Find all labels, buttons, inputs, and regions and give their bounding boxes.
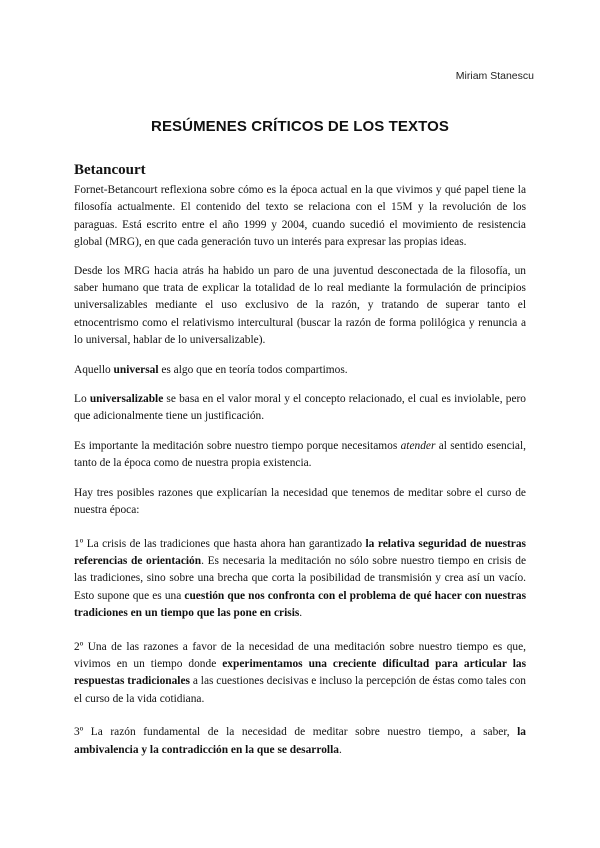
paragraph-4-text-c: se basa en el valor moral y el concepto relacionado, el cual es inviolable, pero que adicionalmente tiene un justificación. <box>74 393 526 423</box>
paragraph-3-text-c: es algo que en teoría todos compartimos. <box>158 363 348 376</box>
paragraph-6: Hay tres posibles razones que explicarían la necesidad que tenemos de meditar sobre el curso de nuestra época: <box>74 486 526 517</box>
paragraph-7-text-e: . <box>299 607 303 620</box>
paragraph-9-text-a: 3º La razón fundamental de la necesidad de meditar sobre nuestro tiempo, a saber, <box>74 726 518 739</box>
page-title: RESÚMENES CRÍTICOS DE LOS TEXTOS <box>151 118 449 135</box>
paragraph-4-text-a: Lo <box>74 393 90 406</box>
paragraph-3-text-a: Aquello <box>74 363 114 376</box>
paragraph-7-bold-2: cuestión que nos confronta con el problema de qué hacer con nuestras tradiciones en un tiempo que las pone en crisis <box>74 589 527 620</box>
paragraph-8-text-a: 2º Una de las razones a favor de la necesidad de una meditación sobre nuestro tiempo es que, vivimos en un tiempo donde <box>74 640 526 670</box>
section-heading: Betancourt <box>74 162 146 178</box>
paragraph-4 <box>74 391 526 426</box>
term-atender: atender <box>400 439 436 452</box>
paragraph-5-text-a: Es importante la meditación sobre nuestro tiempo porque necesitamos <box>74 439 401 452</box>
paragraph-1: Fornet-Betancourt reflexiona sobre cómo es la época actual en la que vivimos y qué papel tiene la filosofía actualmente. El contenido del texto se relaciona con el 15M y la revolución de los paraguas. Está escrito entre el año 1999 y 2004, cuando sucedió el movimiento de resistencia global (MRG), en que cada generación tuvo un interés para expresar las propias ideas. <box>74 184 526 249</box>
paragraph-9-text-c: . <box>338 743 342 756</box>
paragraph-5-text-c: al sentido esencial, tanto de la época como de nuestra propia existencia. <box>74 439 526 470</box>
paragraph-8-text-c: a las cuestiones decisivas e incluso la percepción de éstas como tales con el curso de la vida cotidiana. <box>74 675 526 705</box>
paragraph-7-bold-1: la relativa seguridad de nuestras referencias de orientación <box>74 537 526 567</box>
paragraph-2: Desde los MRG hacia atrás ha habido un paro de una juventud desconectada de la filosofía, un saber humano que trata de explicar la totalidad de lo real mediante la formulación de principios universalizables mediante el uso exclusivo de la razón, y tratando de superar tanto el etnocentrismo como el relativismo intercultural (buscar la razón de forma polilógica y renuncia a lo universal, hablar de lo universalizable). <box>74 264 526 347</box>
paragraph-7 <box>74 536 526 623</box>
paragraph-8 <box>74 639 526 709</box>
document-body <box>74 160 526 759</box>
paragraph-9-bold: la ambivalencia y la contradicción en la que se desarrolla <box>74 726 526 756</box>
paragraph-5 <box>74 438 526 473</box>
paragraph-7-text-a: 1º La crisis de las tradiciones que hasta ahora han garantizado <box>74 537 366 550</box>
term-universal: universal <box>113 363 159 376</box>
term-universalizable: universalizable <box>89 393 164 406</box>
author-name: Miriam Stanescu <box>455 70 534 82</box>
paragraph-8-bold: experimentamos una creciente dificultad para articular las respuestas tradicionales <box>74 657 526 688</box>
paragraph-9 <box>74 724 526 759</box>
paragraph-3 <box>74 362 526 379</box>
paragraph-7-text-c: . Es necesaria la meditación no sólo sobre nuestro tiempo en crisis de las tradiciones, sino sobre una brecha que corta la posibilidad de transmisión y crea así un vacío. Esto supone que es una <box>74 554 526 602</box>
